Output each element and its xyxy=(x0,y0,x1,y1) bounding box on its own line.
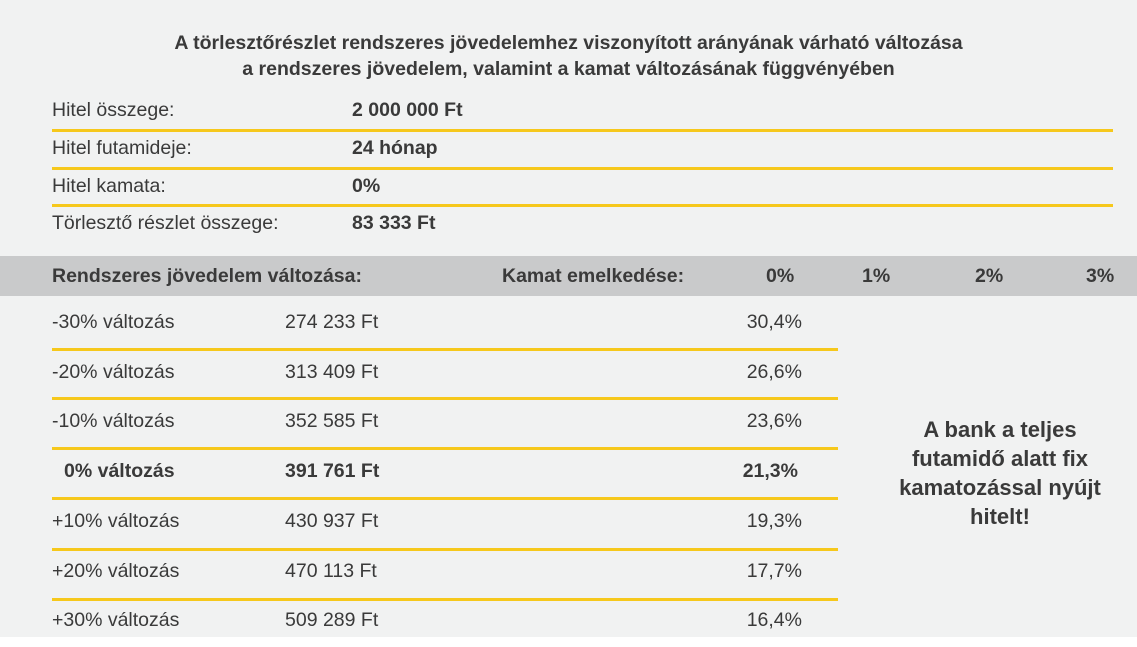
ratio-cell: 16,4% xyxy=(746,609,802,631)
loan-term-row xyxy=(52,130,1113,167)
installment-value: 83 333 Ft xyxy=(352,212,436,234)
income-cell: 470 113 Ft xyxy=(285,560,377,582)
table-header xyxy=(0,256,1137,296)
interest-rise-header: Kamat emelkedése: xyxy=(502,265,685,287)
rate-header-2: 2% xyxy=(975,265,1004,287)
loan-rate-value: 0% xyxy=(352,175,381,197)
loan-term-value: 24 hónap xyxy=(352,137,438,159)
note-line-1: A bank a teljes xyxy=(923,417,1077,442)
income-cell: 509 289 Ft xyxy=(285,609,379,631)
ratio-cell: 30,4% xyxy=(746,311,802,333)
installment-label: Törlesztő részlet összege: xyxy=(52,212,279,234)
loan-amount-value: 2 000 000 Ft xyxy=(352,99,463,121)
loan-amount-row xyxy=(52,92,1113,129)
loan-amount-label: Hitel összege: xyxy=(52,99,175,121)
title-line-2: a rendszeres jövedelem, valamint a kamat változásának függvényében xyxy=(242,58,895,80)
income-change-cell: +10% változás xyxy=(52,510,180,532)
note-line-4: hitelt! xyxy=(970,504,1030,529)
page-title xyxy=(0,30,1137,82)
loan-rate-label: Hitel kamata: xyxy=(52,175,166,197)
note-line-3: kamatozással nyújt xyxy=(899,475,1101,500)
income-change-cell: -20% változás xyxy=(52,361,175,383)
table-row xyxy=(52,299,838,348)
ratio-cell: 17,7% xyxy=(746,560,802,582)
table-row-baseline xyxy=(52,448,838,497)
loan-rate-row xyxy=(52,168,1113,205)
income-change-cell: -10% változás xyxy=(52,410,175,432)
income-cell: 274 233 Ft xyxy=(285,311,379,333)
installment-row xyxy=(52,205,1113,242)
ratio-cell: 26,6% xyxy=(746,361,802,383)
ratio-cell: 19,3% xyxy=(746,510,802,532)
table-row xyxy=(52,597,838,646)
income-change-cell: +20% változás xyxy=(52,560,180,582)
fixed-rate-note xyxy=(870,415,1130,531)
income-cell: 352 585 Ft xyxy=(285,410,379,432)
title-line-1: A törlesztőrészlet rendszeres jövedelemhez viszonyított arányának várható változása xyxy=(174,32,963,54)
table-row xyxy=(52,398,838,447)
income-cell: 391 761 Ft xyxy=(285,460,380,482)
table-row xyxy=(52,349,838,398)
rate-header-3: 3% xyxy=(1086,265,1115,287)
income-cell: 430 937 Ft xyxy=(285,510,379,532)
income-change-cell: -30% változás xyxy=(52,311,175,333)
table-row xyxy=(52,548,838,597)
income-change-cell: 0% változás xyxy=(64,460,175,482)
note-line-2: futamidő alatt fix xyxy=(911,446,1088,471)
income-change-cell: +30% változás xyxy=(52,609,180,631)
income-change-header: Rendszeres jövedelem változása: xyxy=(52,265,362,287)
income-cell: 313 409 Ft xyxy=(285,361,379,383)
table-row xyxy=(52,498,838,547)
rate-header-0: 0% xyxy=(766,265,795,287)
ratio-cell: 21,3% xyxy=(742,460,798,482)
loan-term-label: Hitel futamideje: xyxy=(52,137,192,159)
rate-header-1: 1% xyxy=(862,265,891,287)
ratio-cell: 23,6% xyxy=(746,410,802,432)
